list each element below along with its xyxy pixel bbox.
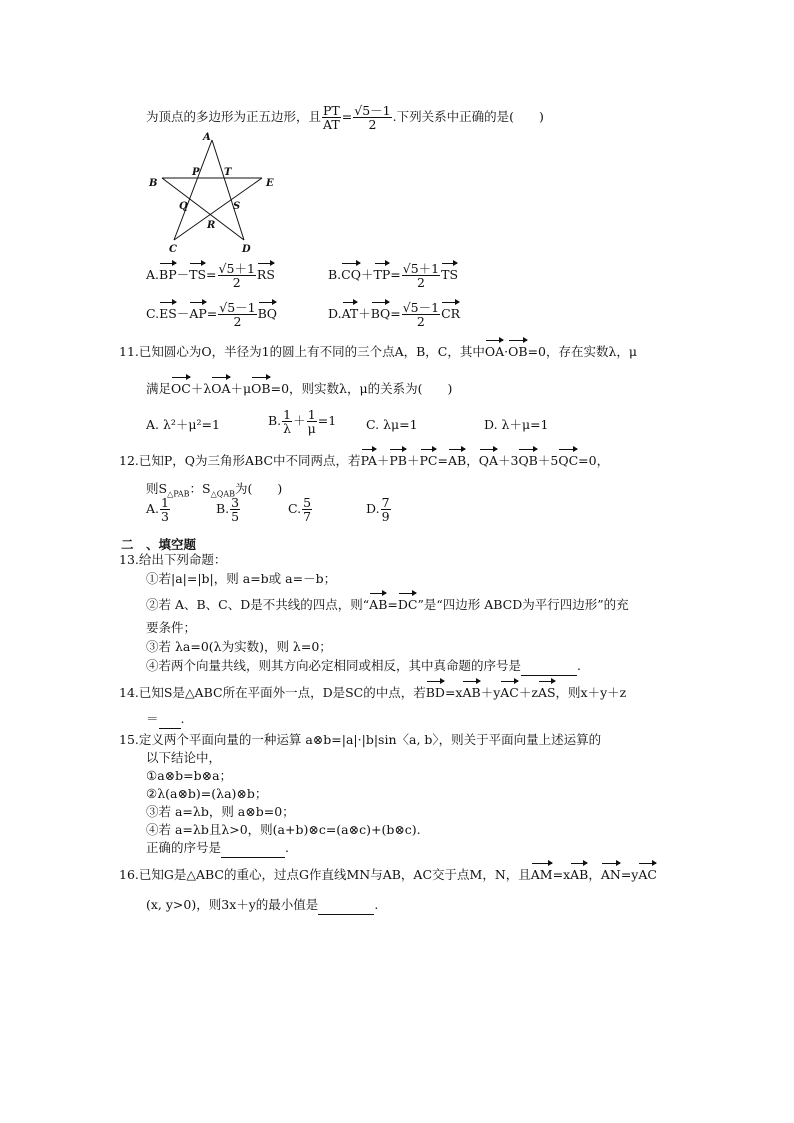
answer-blank[interactable] <box>521 657 577 676</box>
q12-line2: 则$S_{\triangle PAB}$：$S_{\triangle QAB}$为( ) <box>146 481 283 499</box>
intro-line: 为顶点的多边形为正五边形，且 $\frac{PT}{AT}$ = $\frac{√5-1}{2}$ .下列关系中正确的是( ) <box>146 103 544 132</box>
q13-item1: ①若|a|=|b|，则 a=b或 a=－b； <box>146 571 337 586</box>
answer-blank[interactable] <box>221 839 285 858</box>
q10-option-b: B.CQ＋TP= $\frac{√5+1}{2}$ TS <box>328 261 459 290</box>
q15-item2: ②λ(a⊗b)=(λa)⊗b； <box>146 786 268 801</box>
label-E: E <box>266 178 274 189</box>
q10-option-c: C.ES－AP= $\frac{√5-1}{2}$ BQ <box>146 300 278 329</box>
label-S: S <box>233 201 241 212</box>
answer-blank[interactable] <box>318 896 374 915</box>
section-heading: 二 、填空题 <box>121 537 197 552</box>
pentagram-figure <box>144 130 284 255</box>
q16-line1: 16.已知G是△ABC的重心，过点G作直线MN与AB，AC交于点M，N，且AM=xAB，AN=yAC <box>119 867 657 882</box>
label-B: B <box>149 178 158 189</box>
q12-option-d: D. $\frac{7}{9}$ <box>366 495 390 524</box>
golden-fraction: $\frac{√5-1}{2}$ <box>354 103 391 132</box>
q11-option-c: C. λμ=1 <box>366 417 418 432</box>
label-C: C <box>169 244 177 255</box>
q14-line2: ＝ . <box>146 710 185 729</box>
q10-option-d: D.AT＋BQ= $\frac{√5-1}{2}$ CR <box>328 300 461 329</box>
label-P: P <box>192 167 200 178</box>
q15-item4: ④若 a=λb且λ>0，则(a+b)⊗c=(a⊗c)+(b⊗c). <box>146 822 421 837</box>
q13-item2-cont: 要条件； <box>146 620 197 635</box>
q12-option-a: A. $\frac{1}{3}$ <box>146 495 169 524</box>
q13-head: 13.给出下列命题： <box>119 552 227 567</box>
q11-option-d: D. λ＋μ=1 <box>484 417 549 432</box>
label-A: A <box>203 132 211 143</box>
q15-line2: 以下结论中， <box>146 750 222 765</box>
q13-item3: ③若 λa=0(λ为实数)，则 λ=0； <box>146 639 332 654</box>
q12-line1: 12.已知P，Q为三角形ABC中不同两点，若PA＋PB＋PC=AB，QA＋3QB＋5QC=0， <box>119 453 610 468</box>
answer-blank[interactable] <box>159 710 181 729</box>
label-D: D <box>242 244 251 255</box>
label-R: R <box>207 220 216 231</box>
q11-line2: 满足OC＋λOA＋μOB=0，则实数λ，μ的关系为( ) <box>146 381 453 396</box>
q10-option-a: A.BP－TS= $\frac{√5+1}{2}$ RS <box>146 261 275 290</box>
q13-item2: ②若 A、B、C、D是不共线的四点，则“AB=DC”是“四边形 ABCD为平行四边形”的充 <box>146 597 629 612</box>
q12-option-b: B. $\frac{3}{5}$ <box>216 495 240 524</box>
q11-line1: 11.已知圆心为O，半径为1的圆上有不同的三个点A，B，C，其中OA·OB=0，存在实数λ，μ <box>119 344 638 359</box>
q15-item1: ①a⊗b=b⊗a； <box>146 768 233 783</box>
q11-option-b: B. $\frac{1}{\lambda}$ ＋ $\frac{1}{\mu}$ =1 <box>268 407 337 436</box>
q15-answer: 正确的序号是 . <box>146 839 289 858</box>
q15-line1: 15.定义两个平面向量的一种运算 a⊗b=|a|·|b|sin〈a, b〉，则关于平面向量上述运算的 <box>119 732 602 747</box>
q11-option-a: A. λ²＋μ²=1 <box>146 417 220 432</box>
q14-line1: 14.已知S是△ABC所在平面外一点，D是SC的中点，若BD=xAB＋yAC＋zAS，则x＋y＋z <box>119 685 627 700</box>
q13-item4: ④若两个向量共线，则其方向必定相同或相反，其中真命题的序号是 . <box>146 657 581 676</box>
label-Q: Q <box>179 201 188 212</box>
q16-line2: (x, y>0)，则3x＋y的最小值是 . <box>146 896 378 915</box>
intro-prefix: 为顶点的多边形为正五边形，且 <box>146 109 322 124</box>
ratio-fraction: $\frac{PT}{AT}$ <box>323 103 340 132</box>
label-T: T <box>224 167 232 178</box>
q12-option-c: C. $\frac{5}{7}$ <box>288 495 312 524</box>
q15-item3: ③若 a=λb，则 a⊗b=0； <box>146 804 295 819</box>
